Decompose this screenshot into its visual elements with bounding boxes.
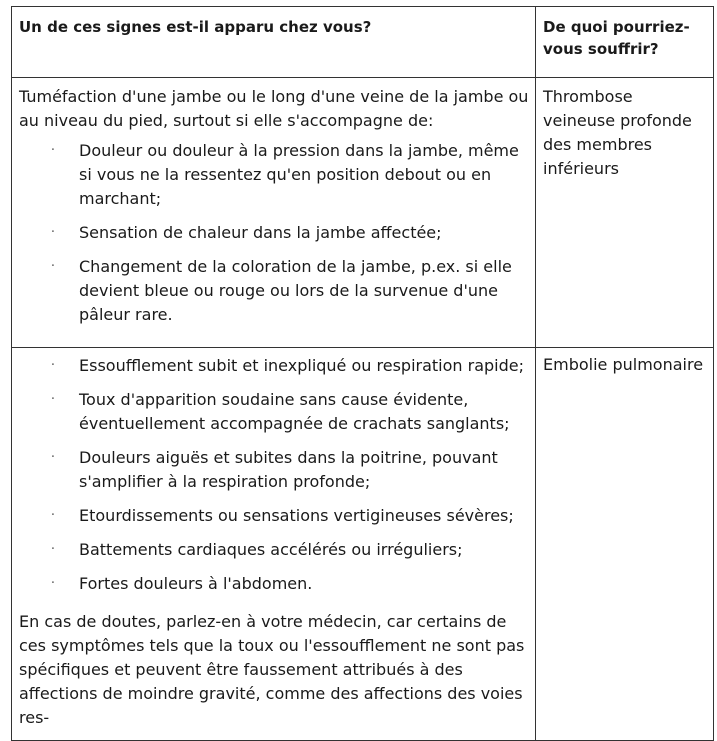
signs-cell	[12, 78, 536, 348]
bullet-glyph: ·	[50, 542, 56, 557]
list-item	[19, 538, 531, 562]
bullet-glyph: ·	[50, 508, 56, 523]
condition-cell	[536, 348, 714, 741]
list-item	[19, 255, 531, 327]
list-item-text: Essoufflement subit et inexpliqué ou respiration rapide;	[79, 356, 524, 375]
bullet-glyph: ·	[50, 576, 56, 591]
list-item-text: Battements cardiaques accélérés ou irréguliers;	[79, 540, 463, 559]
list-item-text: Fortes douleurs à l'abdomen.	[79, 574, 313, 593]
bullet-glyph: ·	[50, 450, 56, 465]
condition-cell	[536, 78, 714, 348]
header-condition	[536, 7, 714, 78]
signs-list	[19, 139, 531, 327]
list-item-text: Douleur ou douleur à la pression dans la jambe, même si vous ne la ressentez qu'en position debout ou en marchant;	[79, 141, 519, 208]
table-row	[12, 348, 714, 741]
header-signs-label: Un de ces signes est-il apparu chez vous?	[19, 18, 372, 36]
bullet-glyph: ·	[50, 143, 56, 158]
signs-list	[19, 354, 531, 596]
condition-name: Thrombose veineuse profonde des membres inférieurs	[543, 87, 692, 178]
signs-cell	[12, 348, 536, 741]
bullet-glyph: ·	[50, 392, 56, 407]
list-item	[19, 221, 531, 245]
list-item	[19, 388, 531, 436]
list-item-text: Douleurs aiguës et subites dans la poitrine, pouvant s'amplifier à la respiration profonde;	[79, 448, 498, 491]
list-item	[19, 504, 531, 528]
signs-intro: Tuméfaction d'une jambe ou le long d'une veine de la jambe ou au niveau du pied, surtout si elle s'accompagne de:	[19, 87, 529, 130]
condition-name: Embolie pulmonaire	[543, 355, 704, 374]
header-signs	[12, 7, 536, 78]
list-item	[19, 139, 531, 211]
list-item	[19, 446, 531, 494]
list-item	[19, 572, 531, 596]
doubts-note: En cas de doutes, parlez-en à votre médecin, car certains de ces symptômes tels que la toux ou l'essoufflement ne sont pas spécifiques et peuvent être faussement attribués à des affections de moindre gravité, comme des affections des voies res-	[19, 612, 525, 727]
bullet-glyph: ·	[50, 358, 56, 373]
table-row	[12, 78, 714, 348]
header-condition-label: De quoi pourriez-vous souffrir?	[543, 18, 690, 58]
list-item-text: Changement de la coloration de la jambe, p.ex. si elle devient bleue ou rouge ou lors de la survenue d'une pâleur rare.	[79, 257, 512, 324]
list-item-text: Etourdissements ou sensations vertigineuses sévères;	[79, 506, 514, 525]
table-header-row	[12, 7, 714, 78]
list-item	[19, 354, 531, 378]
bullet-glyph: ·	[50, 225, 56, 240]
list-item-text: Sensation de chaleur dans la jambe affectée;	[79, 223, 442, 242]
list-item-text: Toux d'apparition soudaine sans cause évidente, éventuellement accompagnée de crachats sanglants;	[79, 390, 510, 433]
bullet-glyph: ·	[50, 259, 56, 274]
symptoms-table	[11, 6, 714, 741]
